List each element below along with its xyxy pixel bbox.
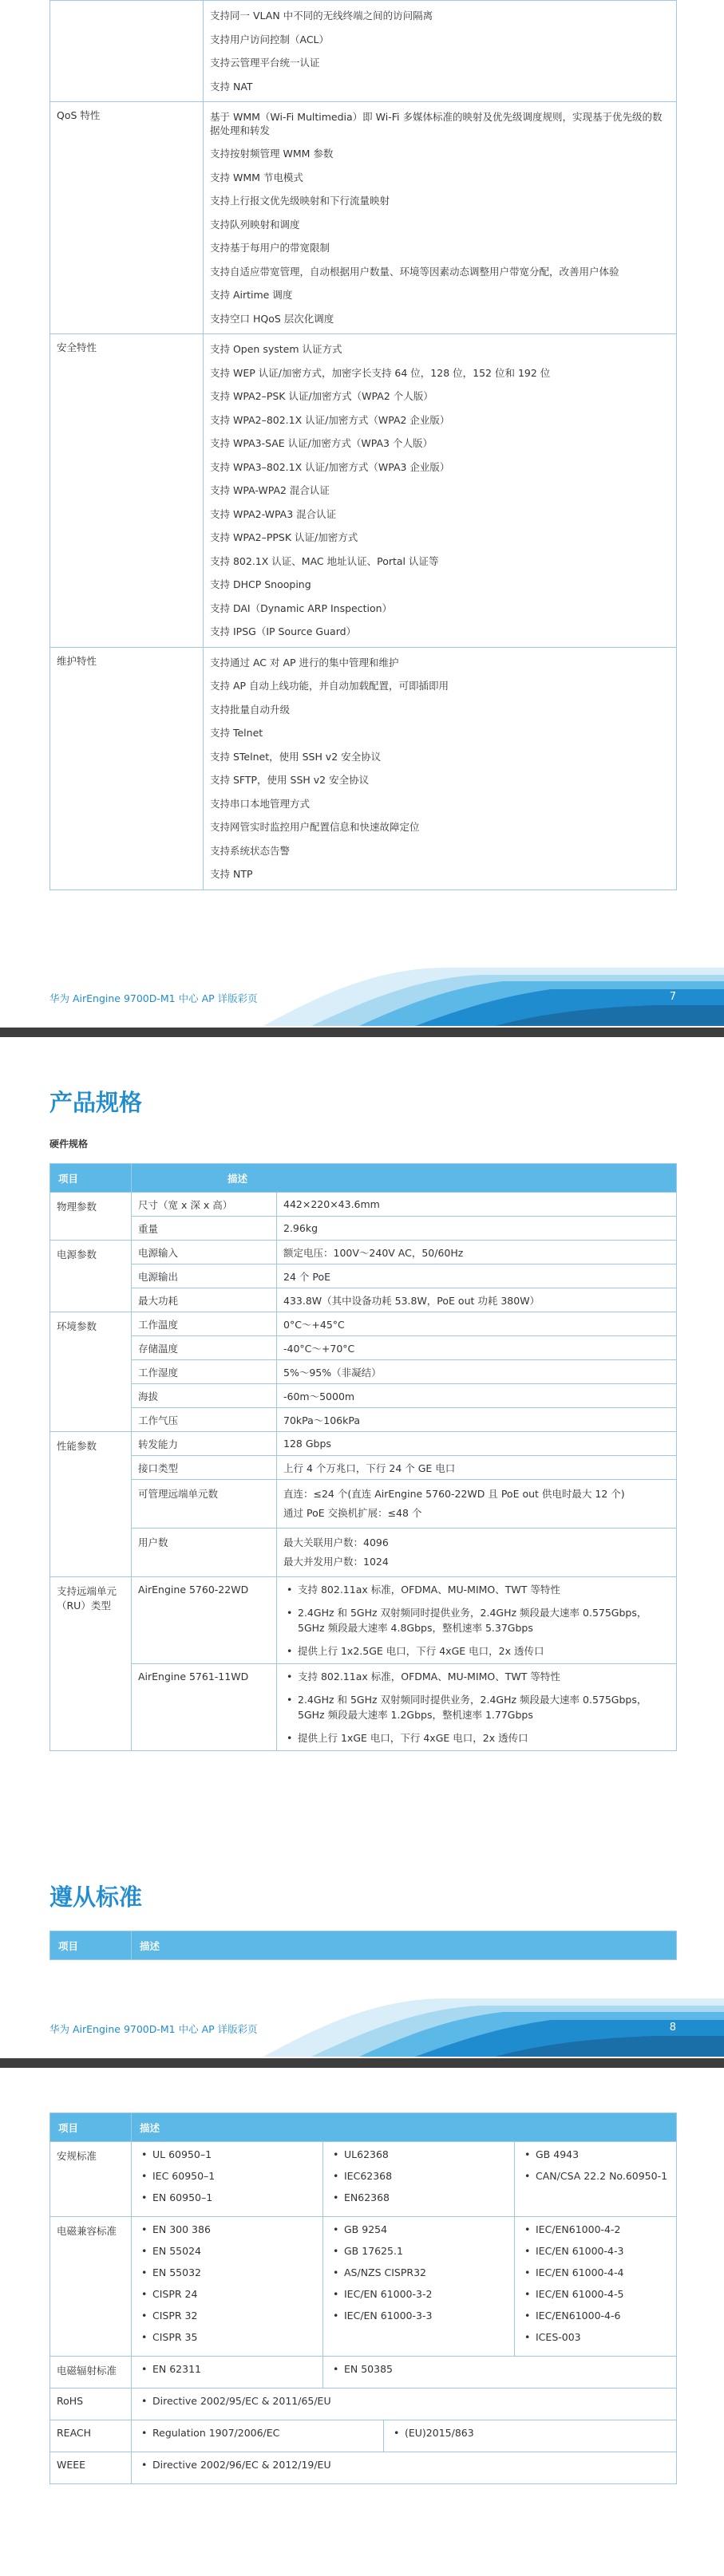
spec-item: 可管理远端单元数 bbox=[132, 1480, 277, 1529]
bullet-item: • AS/NZS CISPR32 bbox=[330, 2265, 508, 2280]
standards-table bbox=[49, 2112, 677, 2484]
feature-line: 支持 NTP bbox=[210, 868, 253, 880]
spec-row bbox=[50, 1432, 677, 1456]
section-title-standards: 遵从标准 bbox=[49, 1884, 143, 1911]
standards-row-weee bbox=[50, 2452, 677, 2484]
category-label: 电磁辐射标准 bbox=[50, 2357, 132, 2389]
feature-line: 支持 STelnet，使用 SSH v2 安全协议 bbox=[210, 750, 382, 763]
bullet-list bbox=[138, 2389, 670, 2420]
feature-line: 支持队列映射和调度 bbox=[210, 218, 300, 231]
feature-line: 支持 Airtime 调度 bbox=[210, 289, 293, 301]
bullet-item: • IEC62368 bbox=[330, 2168, 508, 2183]
feature-line: 支持 DHCP Snooping bbox=[210, 578, 311, 590]
feature-line: 支持 Open system 认证方式 bbox=[210, 343, 342, 355]
bullet-list bbox=[138, 2142, 316, 2216]
spec-row bbox=[50, 1288, 677, 1312]
spec-item: 工作气压 bbox=[132, 1408, 277, 1432]
category-label: 维护特性 bbox=[50, 647, 204, 890]
spec-item: 工作湿度 bbox=[132, 1360, 277, 1384]
spec-item: 最大功耗 bbox=[132, 1288, 277, 1312]
category-label: 物理参数 bbox=[50, 1193, 132, 1241]
spec-desc-line: 直连：≤24 个(直连 AirEngine 5760-22WD 且 PoE out 供电时最大 12 个) bbox=[283, 1488, 625, 1500]
spec-row bbox=[50, 1312, 677, 1336]
bullet-item: • 支持 802.11ax 标准，OFDMA、MU-MIMO、TWT 等特性 bbox=[283, 1669, 670, 1684]
bullet-item: • EN 300 386 bbox=[138, 2222, 316, 2237]
feature-line: 支持 DAI（Dynamic ARP Inspection） bbox=[210, 602, 393, 614]
bullet-item: • IEC/EN61000-4-6 bbox=[521, 2308, 670, 2323]
feature-line: 支持 SFTP，使用 SSH v2 安全协议 bbox=[210, 774, 370, 786]
spec-desc: 128 Gbps bbox=[277, 1432, 677, 1456]
bullet-list bbox=[390, 2420, 670, 2452]
standards-row-emr bbox=[50, 2357, 677, 2389]
spec-row bbox=[50, 1241, 677, 1264]
spec-item: 用户数 bbox=[132, 1529, 277, 1577]
feature-line: 支持通过 AC 对 AP 进行的集中管理和维护 bbox=[210, 656, 399, 669]
bullet-item: • IEC/EN61000-4-2 bbox=[521, 2222, 670, 2237]
page-7-footer bbox=[0, 964, 724, 1028]
bullet-list bbox=[138, 2357, 316, 2388]
standards-row-safety bbox=[50, 2142, 677, 2217]
ru-model-row bbox=[50, 1664, 677, 1751]
feature-row bbox=[50, 1, 677, 102]
ru-model-name: AirEngine 5761-11WD bbox=[132, 1664, 277, 1751]
ru-model-features bbox=[277, 1664, 677, 1751]
spec-desc: 433.8W（其中设备功耗 53.8W，PoE out 功耗 380W） bbox=[277, 1288, 677, 1312]
category-label: QoS 特性 bbox=[50, 102, 204, 334]
bullet-item: • CISPR 35 bbox=[138, 2329, 316, 2345]
category-label: 性能参数 bbox=[50, 1432, 132, 1577]
spec-row bbox=[50, 1193, 677, 1217]
spec-item: 转发能力 bbox=[132, 1432, 277, 1456]
category-label bbox=[50, 1, 204, 102]
spec-row bbox=[50, 1217, 677, 1241]
bullet-list bbox=[283, 1577, 670, 1663]
spec-row bbox=[50, 1408, 677, 1432]
spec-row bbox=[50, 1480, 677, 1529]
spec-item: 接口类型 bbox=[132, 1456, 277, 1480]
spec-desc: 上行 4 个万兆口，下行 24 个 GE 电口 bbox=[277, 1456, 677, 1480]
spec-desc-line: 通过 PoE 交换机扩展：≤48 个 bbox=[283, 1507, 422, 1519]
bullet-list bbox=[283, 1664, 670, 1750]
bullet-list bbox=[138, 2217, 316, 2356]
bullet-item: • 提供上行 1xGE 电口，下行 4xGE 电口，2x 透传口 bbox=[283, 1730, 670, 1746]
bullet-list bbox=[521, 2217, 670, 2356]
feature-row bbox=[50, 102, 677, 334]
spec-item: 存储温度 bbox=[132, 1336, 277, 1360]
bullet-item: • UL 60950–1 bbox=[138, 2147, 316, 2162]
page-separator bbox=[0, 2058, 724, 2068]
feature-line: 支持用户访问控制（ACL） bbox=[210, 33, 330, 45]
spec-desc: 70kPa～106kPa bbox=[277, 1408, 677, 1432]
bullet-item: • (EU)2015/863 bbox=[390, 2425, 670, 2440]
ru-model-row bbox=[50, 1577, 677, 1664]
bullet-item: • Regulation 1907/2006/EC bbox=[138, 2425, 377, 2440]
category-label: REACH bbox=[50, 2420, 132, 2452]
spec-row bbox=[50, 1360, 677, 1384]
bullet-item: • 提供上行 1x2.5GE 电口，下行 4xGE 电口，2x 透传口 bbox=[283, 1643, 670, 1659]
bullet-item: • EN 50385 bbox=[330, 2361, 670, 2377]
spec-row bbox=[50, 1456, 677, 1480]
feature-line: 支持云管理平台统一认证 bbox=[210, 57, 320, 69]
standards-row-emc bbox=[50, 2217, 677, 2357]
bullet-item: • IEC/EN 61000-3-3 bbox=[330, 2308, 508, 2323]
spec-desc: 24 个 PoE bbox=[277, 1264, 677, 1288]
bullet-list bbox=[330, 2217, 508, 2334]
feature-line: 支持 WPA2–802.1X 认证/加密方式（WPA2 企业版） bbox=[210, 413, 450, 426]
spec-item: 尺寸（宽 x 深 x 高） bbox=[132, 1193, 277, 1217]
bullet-item: • CAN/CSA 22.2 No.60950-1 bbox=[521, 2168, 670, 2183]
spec-item: 工作温度 bbox=[132, 1312, 277, 1336]
spec-desc: -40°C～+70°C bbox=[277, 1336, 677, 1360]
feature-line: 支持串口本地管理方式 bbox=[210, 797, 311, 810]
bullet-item: • GB 4943 bbox=[521, 2147, 670, 2162]
bullet-item: • IEC/EN 61000-4-4 bbox=[521, 2265, 670, 2280]
spec-desc: 0°C～+45°C bbox=[277, 1312, 677, 1336]
bullet-item: • 2.4GHz 和 5GHz 双射频同时提供业务，2.4GHz 频段最大速率 0.575Gbps，5GHz 频段最大速率 4.8Gbps，整机速率 5.37Gbps bbox=[283, 1605, 670, 1635]
spec-desc: 额定电压：100V～240V AC，50/60Hz bbox=[277, 1241, 677, 1264]
feature-line: 支持 802.1X 认证、MAC 地址认证、Portal 认证等 bbox=[210, 554, 439, 567]
feature-line: 支持 WMM 节电模式 bbox=[210, 171, 303, 183]
feature-line: 支持系统状态告警 bbox=[210, 844, 291, 857]
ru-model-features bbox=[277, 1577, 677, 1664]
feature-line: 支持 IPSG（IP Source Guard） bbox=[210, 625, 357, 637]
bullet-item: • EN 55024 bbox=[138, 2243, 316, 2258]
feature-row bbox=[50, 334, 677, 648]
spec-desc-line: 最大并发用户数：1024 bbox=[283, 1556, 389, 1568]
page-separator bbox=[0, 1028, 724, 1037]
spec-item: 电源输入 bbox=[132, 1241, 277, 1264]
bullet-list bbox=[138, 2420, 377, 2452]
feature-line: 支持按射频管理 WMM 参数 bbox=[210, 148, 334, 160]
bullet-item: • GB 9254 bbox=[330, 2222, 508, 2237]
feature-line: 基于 WMM（Wi-Fi Multimedia）即 Wi-Fi 多媒体标准的映射及优先级调度规则，实现基于优先级的数据处理和转发 bbox=[210, 111, 663, 136]
feature-line: 支持空口 HQoS 层次化调度 bbox=[210, 312, 334, 325]
bullet-item: • 2.4GHz 和 5GHz 双射频同时提供业务，2.4GHz 频段最大速率 0.575Gbps，5GHz 频段最大速率 1.2Gbps，整机速率 1.77Gbps bbox=[283, 1692, 670, 1722]
page-8-footer bbox=[0, 1994, 724, 2058]
header-item: 项目 bbox=[50, 1164, 132, 1193]
bullet-item: • GB 17625.1 bbox=[330, 2243, 508, 2258]
bullet-item: • 支持 802.11ax 标准，OFDMA、MU-MIMO、TWT 等特性 bbox=[283, 1582, 670, 1597]
category-label: 安规标准 bbox=[50, 2142, 132, 2217]
bullet-list bbox=[330, 2142, 508, 2216]
spec-row bbox=[50, 1336, 677, 1360]
spec-desc: 5%～95%（非凝结） bbox=[277, 1360, 677, 1384]
feature-line: 支持 WEP 认证/加密方式，加密字长支持 64 位，128 位，152 位和 192 位 bbox=[210, 366, 551, 379]
feature-line: 支持批量自动升级 bbox=[210, 703, 291, 716]
bullet-item: • IEC/EN 61000-4-5 bbox=[521, 2286, 670, 2302]
spec-item: 电源输出 bbox=[132, 1264, 277, 1288]
feature-line: 支持 AP 自动上线功能，并自动加载配置，可即插即用 bbox=[210, 680, 449, 692]
feature-line: 支持 WPA2–PPSK 认证/加密方式 bbox=[210, 531, 358, 543]
bullet-item: • ICES-003 bbox=[521, 2329, 670, 2345]
feature-lines bbox=[204, 102, 677, 334]
bullet-item: • EN 60950–1 bbox=[138, 2190, 316, 2205]
bullet-list bbox=[330, 2357, 670, 2388]
feature-line: 支持上行报文优先级映射和下行流量映射 bbox=[210, 195, 390, 207]
bullet-item: • CISPR 32 bbox=[138, 2308, 316, 2323]
feature-line: 支持 NAT bbox=[210, 80, 253, 93]
bullet-item: • UL62368 bbox=[330, 2147, 508, 2162]
ru-model-name: AirEngine 5760-22WD bbox=[132, 1577, 277, 1664]
spec-desc: -60m～5000m bbox=[277, 1384, 677, 1408]
standards-row-reach bbox=[50, 2420, 677, 2452]
spec-desc-line: 最大关联用户数：4096 bbox=[283, 1537, 389, 1548]
bullet-item: • EN62368 bbox=[330, 2190, 508, 2205]
standards-header-table bbox=[49, 1931, 677, 1960]
standards-row-rohs bbox=[50, 2389, 677, 2420]
spec-row bbox=[50, 1529, 677, 1577]
feature-lines bbox=[204, 647, 677, 890]
spec-desc: 2.96kg bbox=[277, 1217, 677, 1241]
feature-line: 支持 Telnet bbox=[210, 727, 263, 739]
hardware-spec-table bbox=[49, 1163, 677, 1751]
header-item: 项目 bbox=[50, 1931, 132, 1960]
category-label: 支持远端单元（RU）类型 bbox=[50, 1577, 132, 1751]
spec-desc bbox=[277, 1529, 677, 1577]
feature-line: 支持 WPA2-WPA3 混合认证 bbox=[210, 507, 337, 520]
sub-title-hardware: 硬件规格 bbox=[49, 1138, 89, 1150]
bullet-list bbox=[138, 2452, 670, 2483]
feature-line: 支持同一 VLAN 中不同的无线终端之间的访问隔离 bbox=[210, 10, 433, 22]
feature-line: 支持 WPA3–802.1X 认证/加密方式（WPA3 企业版） bbox=[210, 460, 450, 473]
bullet-item: • EN 62311 bbox=[138, 2361, 316, 2377]
header-item: 项目 bbox=[50, 2113, 132, 2142]
bullet-item: • IEC/EN 61000-3-2 bbox=[330, 2286, 508, 2302]
feature-line: 支持 WPA3-SAE 认证/加密方式（WPA3 个人版） bbox=[210, 437, 433, 449]
bullet-list bbox=[521, 2142, 670, 2195]
bullet-item: • IEC/EN 61000-4-3 bbox=[521, 2243, 670, 2258]
feature-table bbox=[49, 0, 677, 890]
footer-text: 华为 AirEngine 9700D-M1 中心 AP 详版彩页 bbox=[49, 2023, 258, 2035]
header-desc: 描述 bbox=[132, 1164, 677, 1193]
section-title-specs: 产品规格 bbox=[49, 1089, 143, 1116]
bullet-item: • CISPR 24 bbox=[138, 2286, 316, 2302]
feature-line: 支持 WPA-WPA2 混合认证 bbox=[210, 484, 330, 496]
bullet-item: • Directive 2002/96/EC & 2012/19/EU bbox=[138, 2457, 670, 2472]
bullet-item: • IEC 60950–1 bbox=[138, 2168, 316, 2183]
category-label: WEEE bbox=[50, 2452, 132, 2484]
spec-item: 重量 bbox=[132, 1217, 277, 1241]
category-label: RoHS bbox=[50, 2389, 132, 2420]
category-label: 电磁兼容标准 bbox=[50, 2217, 132, 2357]
footer-text: 华为 AirEngine 9700D-M1 中心 AP 详版彩页 bbox=[49, 992, 258, 1004]
category-label: 安全特性 bbox=[50, 334, 204, 648]
page-number: 7 bbox=[669, 991, 676, 1003]
bullet-item: • Directive 2002/95/EC & 2011/65/EU bbox=[138, 2393, 670, 2408]
bullet-item: • EN 55032 bbox=[138, 2265, 316, 2280]
feature-lines bbox=[204, 334, 677, 648]
feature-line: 支持基于每用户的带宽限制 bbox=[210, 242, 330, 254]
category-label: 环境参数 bbox=[50, 1312, 132, 1432]
spec-row bbox=[50, 1384, 677, 1408]
spec-desc: 442×220×43.6mm bbox=[277, 1193, 677, 1217]
feature-line: 支持网管实时监控用户配置信息和快速故障定位 bbox=[210, 821, 420, 833]
feature-lines bbox=[204, 1, 677, 102]
header-desc: 描述 bbox=[132, 2113, 677, 2142]
spec-item: 海拔 bbox=[132, 1384, 277, 1408]
feature-row bbox=[50, 647, 677, 890]
feature-line: 支持 WPA2–PSK 认证/加密方式（WPA2 个人版） bbox=[210, 390, 433, 402]
page-number: 8 bbox=[669, 2022, 676, 2034]
spec-row bbox=[50, 1264, 677, 1288]
spec-desc bbox=[277, 1480, 677, 1529]
feature-line: 支持自适应带宽管理，自动根据用户数量、环境等因素动态调整用户带宽分配，改善用户体验 bbox=[210, 265, 619, 278]
category-label: 电源参数 bbox=[50, 1241, 132, 1312]
header-desc: 描述 bbox=[132, 1931, 677, 1960]
